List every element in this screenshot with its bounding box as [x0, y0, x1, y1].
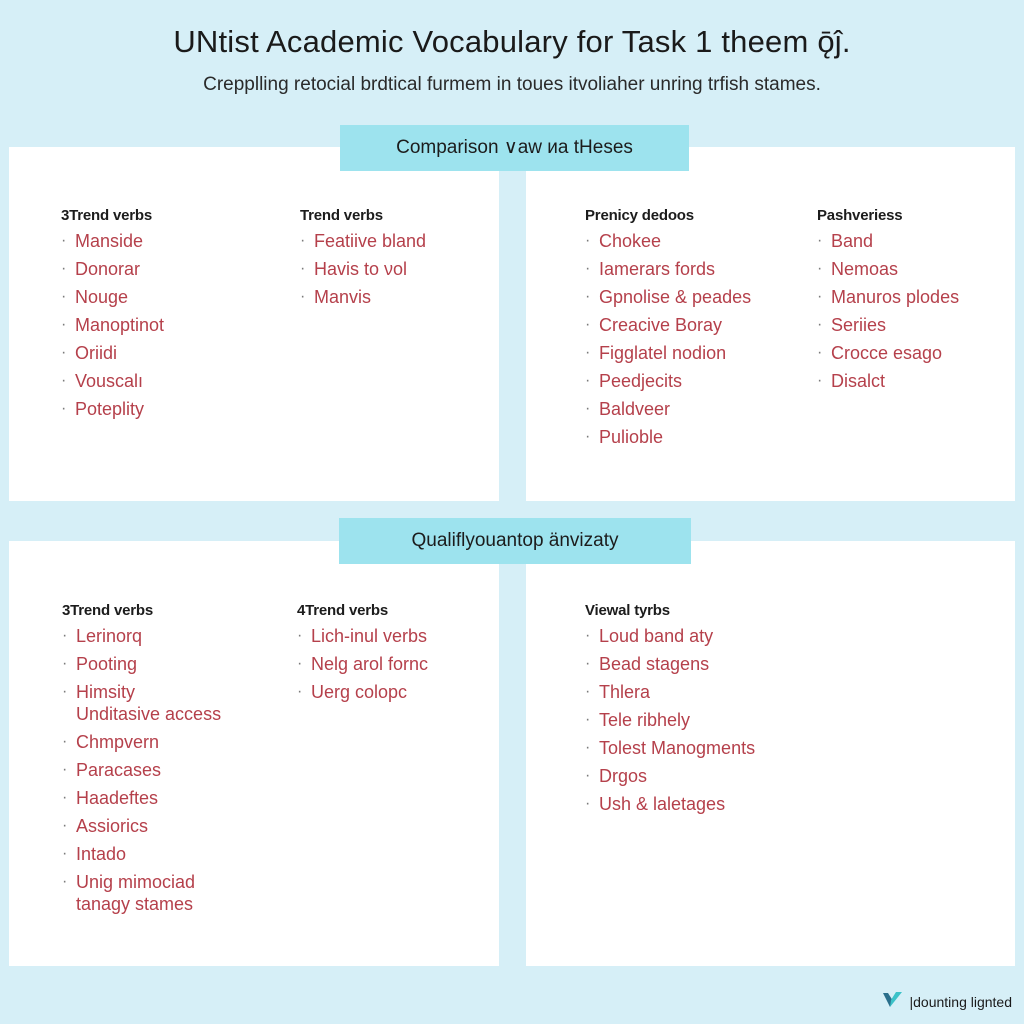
- list-item: [62, 653, 292, 675]
- list-item: [585, 370, 805, 392]
- list-item-text: Chmpvern: [76, 732, 160, 752]
- list-item: [817, 314, 1007, 336]
- bullet-icon: ·: [62, 733, 68, 750]
- section-1-right-column-2: [817, 207, 1007, 398]
- footer-logo-text: |dounting lignted: [909, 993, 1012, 1010]
- bullet-icon: ·: [61, 316, 67, 333]
- list-item: [585, 793, 845, 815]
- page-title: UNtist Academic Vocabulary for Task 1 theem ǭĵ.: [173, 24, 851, 59]
- bullet-icon: ·: [297, 683, 303, 700]
- list-item: [62, 759, 292, 781]
- section-2-banner: Qualiflyouantop änvizaty: [339, 518, 691, 564]
- list-item-text: Oriidi: [75, 343, 118, 363]
- list-item: [61, 370, 281, 392]
- list-item-text: Manvis: [314, 287, 372, 307]
- list-item: [297, 653, 492, 675]
- list-item: [300, 286, 490, 308]
- list-item: [585, 314, 805, 336]
- bullet-icon: ·: [585, 739, 591, 756]
- list-item-text: Uerg colopc: [311, 682, 408, 702]
- list-item: [62, 787, 292, 809]
- bullet-icon: ·: [62, 655, 68, 672]
- list-item: [585, 258, 805, 280]
- list-item: [62, 843, 292, 865]
- list-item-text: Creacive Boray: [599, 315, 723, 335]
- list-item: [585, 681, 845, 703]
- list-item: [585, 737, 845, 759]
- list-item: [61, 286, 281, 308]
- chevron-logo-icon: [882, 991, 904, 1012]
- list-item: [585, 398, 805, 420]
- section-1-left-column-2: [300, 207, 490, 314]
- list-item-text: Paracases: [76, 760, 162, 780]
- list-item-text: Chokee: [599, 231, 662, 251]
- bullet-icon: ·: [817, 232, 823, 249]
- list-item: [300, 230, 490, 252]
- bullet-icon: ·: [300, 288, 306, 305]
- bullet-icon: ·: [300, 260, 306, 277]
- list-item-text: Manuros plodes: [831, 287, 960, 307]
- bullet-icon: ·: [585, 400, 591, 417]
- bullet-icon: ·: [817, 344, 823, 361]
- column-heading: 3Trend verbs: [61, 207, 152, 224]
- list-item-text: Himsity Unditasive access: [76, 682, 222, 724]
- section-1-right-panel: [526, 147, 1015, 501]
- vocab-list: [817, 230, 1007, 392]
- bullet-icon: ·: [61, 372, 67, 389]
- vocab-list: [585, 625, 845, 815]
- list-item-text: Haadeftes: [76, 788, 159, 808]
- bullet-icon: ·: [62, 789, 68, 806]
- list-item: [61, 398, 281, 420]
- list-item-text: Bead stagens: [599, 654, 710, 674]
- list-item: [62, 731, 292, 753]
- bullet-icon: ·: [297, 627, 303, 644]
- section-2-left-column-2: [297, 602, 492, 709]
- list-item-text: Nemoas: [831, 259, 899, 279]
- list-item: [817, 230, 1007, 252]
- vocab-list: [61, 230, 281, 420]
- bullet-icon: ·: [817, 260, 823, 277]
- list-item-text: Baldveer: [599, 399, 671, 419]
- list-item: [585, 709, 845, 731]
- list-item-text: Manside: [75, 231, 144, 251]
- list-item: [61, 258, 281, 280]
- list-item-text: Havis to νol: [314, 259, 408, 279]
- list-item-text: Iamerars fords: [599, 259, 716, 279]
- list-item: [62, 871, 292, 915]
- list-item: [817, 258, 1007, 280]
- bullet-icon: ·: [585, 344, 591, 361]
- bullet-icon: ·: [62, 873, 68, 890]
- list-item-text: Lerinorq: [76, 626, 143, 646]
- bullet-icon: ·: [61, 232, 67, 249]
- bullet-icon: ·: [817, 372, 823, 389]
- bullet-icon: ·: [61, 344, 67, 361]
- bullet-icon: ·: [61, 288, 67, 305]
- bullet-icon: ·: [585, 232, 591, 249]
- list-item-text: Unig mimociad tanagy stames: [76, 872, 196, 914]
- list-item: [585, 625, 845, 647]
- section-2-left-panel: [9, 541, 499, 966]
- bullet-icon: ·: [61, 260, 67, 277]
- list-item-text: Tolest Manogments: [599, 738, 756, 758]
- section-1-left-column-1: [61, 207, 281, 426]
- list-item-text: Seriies: [831, 315, 887, 335]
- section-1-right-column-1: [585, 207, 805, 454]
- list-item: [297, 681, 492, 703]
- vocab-list: [585, 230, 805, 448]
- bullet-icon: ·: [585, 260, 591, 277]
- list-item-text: Intado: [76, 844, 127, 864]
- bullet-icon: ·: [585, 655, 591, 672]
- list-item: [61, 314, 281, 336]
- vocab-list: [62, 625, 292, 915]
- list-item-text: Pooting: [76, 654, 138, 674]
- section-2-right-column-1: [585, 602, 845, 821]
- list-item-text: Crocce esago: [831, 343, 943, 363]
- column-heading: Trend verbs: [300, 207, 383, 224]
- list-item: [61, 342, 281, 364]
- bullet-icon: ·: [62, 817, 68, 834]
- bullet-icon: ·: [585, 627, 591, 644]
- bullet-icon: ·: [817, 316, 823, 333]
- list-item: [62, 681, 292, 725]
- bullet-icon: ·: [585, 372, 591, 389]
- column-heading: Pashveriess: [817, 207, 903, 224]
- list-item-text: Figglatel nodion: [599, 343, 727, 363]
- list-item: [585, 426, 805, 448]
- bullet-icon: ·: [585, 795, 591, 812]
- column-heading: Prenicy dedoos: [585, 207, 694, 224]
- bullet-icon: ·: [297, 655, 303, 672]
- list-item-text: Band: [831, 231, 874, 251]
- list-item-text: Peedjecits: [599, 371, 683, 391]
- list-item: [297, 625, 492, 647]
- bullet-icon: ·: [61, 400, 67, 417]
- section-1-left-panel: [9, 147, 499, 501]
- list-item: [585, 653, 845, 675]
- bullet-icon: ·: [585, 428, 591, 445]
- list-item-text: Disalct: [831, 371, 886, 391]
- bullet-icon: ·: [62, 683, 68, 700]
- list-item-text: Nelg arol fornc: [311, 654, 429, 674]
- footer-logo: [882, 991, 1013, 1012]
- section-1-banner: Comparison ∨aw иa tHeses: [340, 125, 689, 171]
- bullet-icon: ·: [62, 761, 68, 778]
- column-heading: 3Trend verbs: [62, 602, 153, 619]
- column-heading: 4Trend verbs: [297, 602, 388, 619]
- vocab-list: [297, 625, 492, 703]
- bullet-icon: ·: [585, 683, 591, 700]
- list-item-text: Pulioble: [599, 427, 664, 447]
- list-item-text: Nouge: [75, 287, 129, 307]
- list-item: [585, 765, 845, 787]
- list-item-text: Tele ribhely: [599, 710, 691, 730]
- list-item: [300, 258, 490, 280]
- list-item: [817, 342, 1007, 364]
- list-item-text: Vouscalı: [75, 371, 144, 391]
- vocab-list: [300, 230, 490, 308]
- bullet-icon: ·: [585, 767, 591, 784]
- list-item-text: Lich-inul verbs: [311, 626, 428, 646]
- list-item-text: Loud band aty: [599, 626, 714, 646]
- bullet-icon: ·: [585, 316, 591, 333]
- bullet-icon: ·: [62, 845, 68, 862]
- list-item: [585, 286, 805, 308]
- list-item-text: Ush & laletages: [599, 794, 726, 814]
- section-2-left-column-1: [62, 602, 292, 921]
- column-heading: Viewal tyrbs: [585, 602, 670, 619]
- bullet-icon: ·: [62, 627, 68, 644]
- list-item-text: Donorar: [75, 259, 141, 279]
- list-item: [61, 230, 281, 252]
- list-item-text: Poteplity: [75, 399, 145, 419]
- list-item: [585, 342, 805, 364]
- list-item: [817, 286, 1007, 308]
- list-item: [62, 625, 292, 647]
- bullet-icon: ·: [300, 232, 306, 249]
- page-subtitle: Crepplling retocial brdtical furmem in toues itvoliaher unring trfish stames.: [203, 74, 821, 95]
- list-item-text: Gpnolise & peades: [599, 287, 752, 307]
- bullet-icon: ·: [817, 288, 823, 305]
- list-item: [62, 815, 292, 837]
- list-item: [585, 230, 805, 252]
- section-2-right-panel: [526, 541, 1015, 966]
- list-item-text: Manoptinot: [75, 315, 165, 335]
- list-item-text: Featiive bland: [314, 231, 427, 251]
- bullet-icon: ·: [585, 288, 591, 305]
- list-item: [817, 370, 1007, 392]
- list-item-text: Drgos: [599, 766, 648, 786]
- bullet-icon: ·: [585, 711, 591, 728]
- list-item-text: Assiorics: [76, 816, 149, 836]
- list-item-text: Thlera: [599, 682, 651, 702]
